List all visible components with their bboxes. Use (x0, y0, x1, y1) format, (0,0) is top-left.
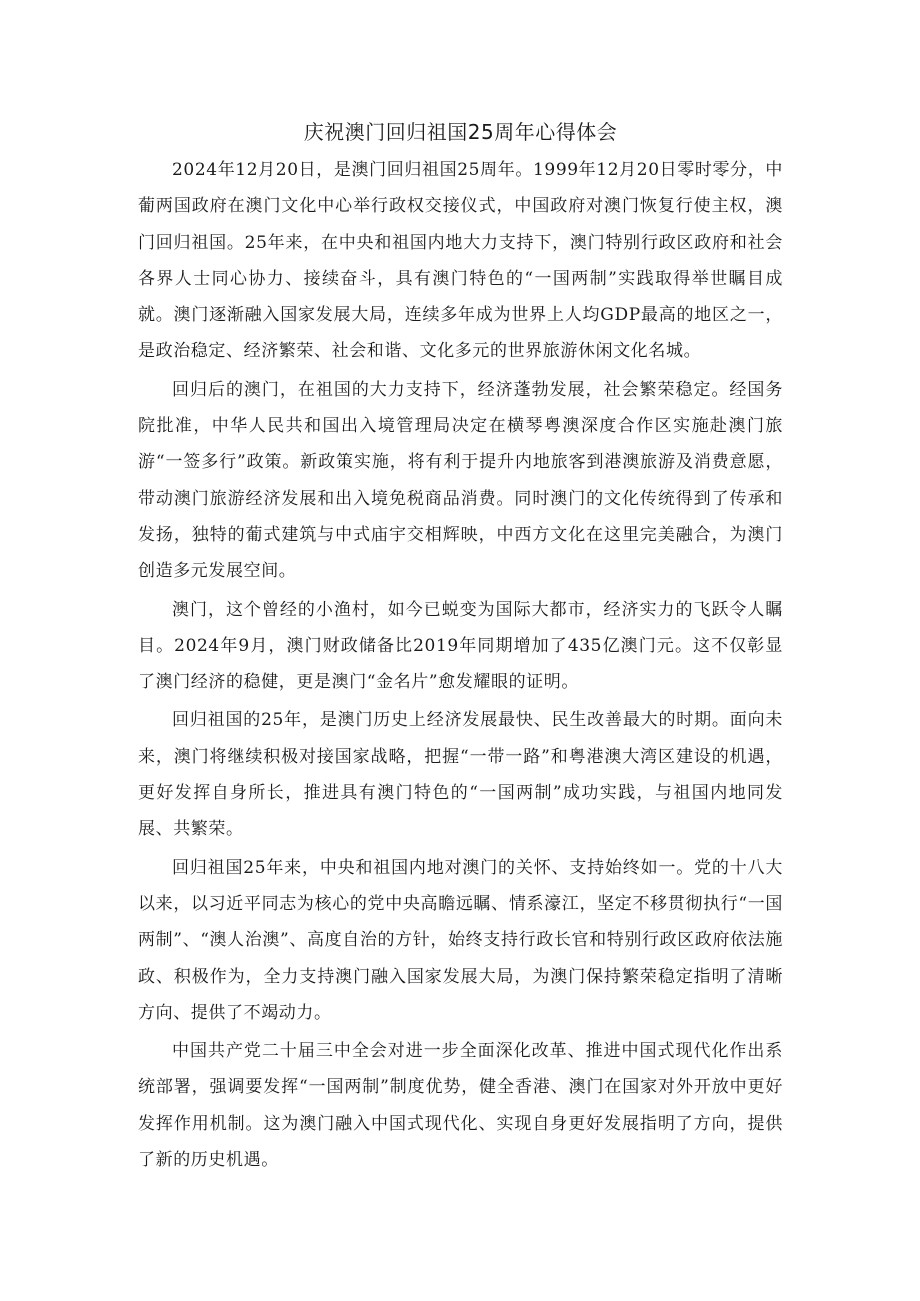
paragraph-4: 回归祖国的25年，是澳门历史上经济发展最快、民生改善最大的时期。面向未来，澳门将继续积极对接国家战略，把握“一带一路”和粤港澳大湾区建设的机遇，更好发挥自身所长，推进具有澳门特色的“一国两制”成功实践，与祖国内地同发展、共繁荣。 (138, 710, 783, 840)
paragraph-3: 澳门，这个曾经的小渔村，如今已蜕变为国际大都市，经济实力的飞跃令人瞩目。2024年9月，澳门财政储备比2019年同期增加了435亿澳门元。这不仅彰显了澳门经济的稳健，更是澳门“金名片”愈发耀眼的证明。 (138, 599, 783, 693)
document-title: 庆祝澳门回归祖国25周年心得体会 (303, 120, 618, 144)
paragraph-2: 回归后的澳门，在祖国的大力支持下，经济蓬勃发展，社会繁荣稳定。经国务院批准，中华人民共和国出入境管理局决定在横琴粤澳深度合作区实施赴澳门旅游“一签多行”政策。新政策实施，将有利于提升内地旅客到港澳旅游及消费意愿，带动澳门旅游经济发展和出入境免税商品消费。同时澳门的文化传统得到了传承和发扬，独特的葡式建筑与中式庙宇交相辉映，中西方文化在这里完美融合，为澳门创造多元发展空间。 (138, 379, 783, 582)
paragraph-1: 2024年12月20日，是澳门回归祖国25周年。1999年12月20日零时零分，中葡两国政府在澳门文化中心举行政权交接仪式，中国政府对澳门恢复行使主权，澳门回归祖国。25年来，在中央和祖国内地大力支持下，澳门特别行政区政府和社会各界人士同心协力、接续奋斗，具有澳门特色的“一国两制”实践取得举世瞩目成就。澳门逐渐融入国家发展大局，连续多年成为世界上人均GDP最高的地区之一，是政治稳定、经济繁荣、社会和谐、文化多元的世界旅游休闲文化名城。 (138, 160, 783, 362)
paragraph-5: 回归祖国25年来，中央和祖国内地对澳门的关怀、支持始终如一。党的十八大以来，以习近平同志为核心的党中央高瞻远瞩、情系濠江，坚定不移贯彻执行“一国两制”、“澳人治澳”、高度自治的方针，始终支持行政长官和特别行政区政府依法施政、积极作为，全力支持澳门融入国家发展大局，为澳门保持繁荣稳定指明了清晰方向、提供了不竭动力。 (138, 857, 783, 1023)
paragraph-6: 中国共产党二十届三中全会对进一步全面深化改革、推进中国式现代化作出系统部署，强调要发挥“一国两制”制度优势，健全香港、澳门在国家对外开放中更好发挥作用机制。这为澳门融入中国式现代化、实现自身更好发展指明了方向，提供了新的历史机遇。 (138, 1041, 783, 1171)
document-page (138, 112, 783, 1178)
